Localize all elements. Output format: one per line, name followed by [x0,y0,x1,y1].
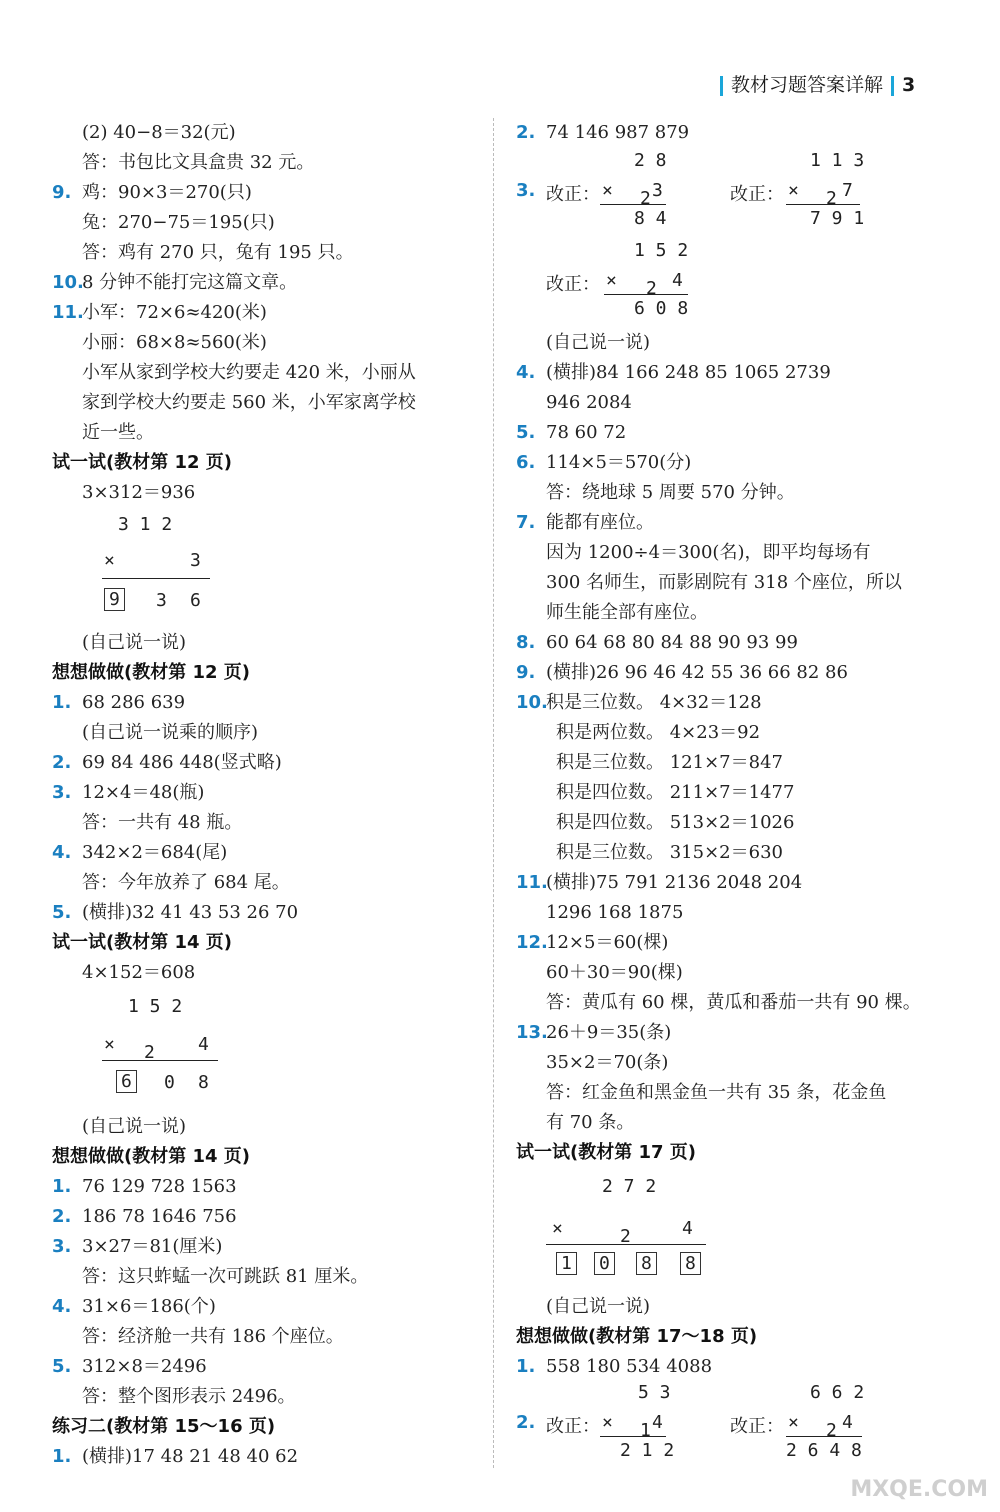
answer-line [52,838,482,868]
answer-line: (自己说一说) [82,632,187,653]
calc-res3: 8 [636,1252,657,1275]
answer-text: 68 286 639 [82,692,186,713]
calc-mul: × [104,1034,115,1055]
section-heading: 练习二(教材第 15～16 页) [52,1416,276,1437]
answer-line [516,688,966,718]
answer-text: 小军：72×6≈420(米) [82,302,267,323]
section-heading: 想想做做(教材第 17～18 页) [516,1326,758,1347]
calc-carry: 1 [640,1420,651,1441]
calc-top-2: 6 6 2 [810,1382,865,1403]
answer-text: 69 84 486 448(竖式略) [82,752,282,773]
answer-line: 兔：270−75＝195(只) [82,212,275,233]
answer-text: (横排)17 48 21 48 40 62 [82,1446,299,1467]
answer-line: 答：这只蚱蜢一次可跳跃 81 厘米。 [82,1266,369,1287]
calc-carry: 2 [646,278,657,299]
calc-result: 6 0 8 [634,298,689,319]
answer-line [516,118,966,148]
calc-right-2: 4 [842,1412,853,1433]
answer-text: 能都有座位。 [546,512,654,533]
answer-line [52,778,482,808]
item-number: 8. [516,632,536,653]
answer-line: 积是三位数。 121×7＝847 [556,752,783,773]
answer-line [52,1352,482,1382]
header-title: 教材习题答案详解 [731,74,884,96]
answer-text: 78 60 72 [546,422,627,443]
item-number: 4. [52,842,72,863]
calc-res2: 0 [594,1252,615,1275]
answer-line: 师生能全部有座位。 [546,602,708,623]
item-number: 6. [516,452,536,473]
answer-line [516,358,966,388]
correction-2 [516,1382,966,1466]
calc-carry-2: 2 [826,188,837,209]
column-divider [493,118,494,1468]
answer-line: 答：红金鱼和黑金鱼一共有 35 条，花金鱼 [546,1082,887,1103]
section-heading: 试一试(教材第 17 页) [516,1142,697,1163]
calc-mul: × [552,1218,563,1239]
section-heading: 想想做做(教材第 14 页) [52,1146,251,1167]
calc-top: 2 7 2 [602,1176,657,1197]
item-number: 2. [52,752,72,773]
right-block-c [516,1292,966,1382]
item-number: 5. [52,902,72,923]
answer-line: 答：经济舱一共有 186 个座位。 [82,1326,344,1347]
calc-carry: 2 [640,188,651,209]
answer-text: (横排)75 791 2136 2048 204 [546,872,803,893]
calc-carry: 2 [144,1042,155,1063]
answer-text: 312×8＝2496 [82,1356,207,1377]
item-number: 1. [52,1446,72,1467]
answer-text: 12×4＝48(瓶) [82,782,205,803]
answer-line: 300 名师生，而影剧院有 318 个座位，所以 [546,572,902,593]
answer-line [516,868,966,898]
calc-right: 4 [652,1412,663,1433]
answer-line: 有 70 条。 [546,1112,635,1133]
calc-res2: 0 [164,1072,175,1093]
page-number: 3 [902,74,916,96]
item-number: 2. [516,122,536,143]
right-block-a [516,118,966,148]
item-number: 3. [52,1236,72,1257]
answer-line [516,658,966,688]
answer-text: 558 180 534 4088 [546,1356,713,1377]
item-number: 4. [516,362,536,383]
answer-line [516,508,966,538]
calc-top: 1 5 2 [634,240,689,261]
item-number: 1. [52,1176,72,1197]
item-number: 7. [516,512,536,533]
answer-text: (横排)84 166 248 85 1065 2739 [546,362,831,383]
calc-carry: 2 [620,1226,631,1247]
calc-top: 1 5 2 [128,996,183,1017]
calc-936 [52,508,482,628]
item-number: 2. [52,1206,72,1227]
answer-line [52,1442,482,1472]
answer-line: (自己说一说) [546,332,651,353]
correction-3b [516,240,966,328]
calc-rule-2 [786,204,860,205]
calc-rule-2 [786,1436,862,1437]
calc-carry-2: 2 [826,1420,837,1441]
answer-line: 积是三位数。 315×2＝630 [556,842,783,863]
calc-res3: 6 [190,590,201,611]
answer-text: 积是三位数。 4×32＝128 [546,692,762,713]
page-header [712,70,915,97]
calc-result: 2 1 2 [620,1440,675,1461]
correction-3 [516,148,966,240]
calc-mul-2: × [788,180,799,201]
calc-rule [600,1436,666,1437]
calc-rule [546,1244,706,1245]
calc-rule [600,204,666,205]
header-bar [720,76,723,96]
answer-line: 946 2084 [546,392,632,413]
calc-rule [102,1060,218,1061]
answer-text: 8 分钟不能打完这篇文章。 [82,272,298,293]
calc-top: 5 3 [638,1382,671,1403]
answer-line: 35×2＝70(条) [546,1052,669,1073]
calc-608 [52,988,482,1112]
left-block-b [52,628,482,988]
calc-top: 3 1 2 [118,514,173,535]
correction-label: 改正： [546,184,600,205]
answer-line [52,898,482,928]
answer-line: 4×152＝608 [82,962,196,983]
calc-res2: 3 [156,590,167,611]
answer-line: 积是两位数。 4×23＝92 [556,722,761,743]
answer-line: 积是四位数。 211×7＝1477 [556,782,795,803]
answer-line: 小丽：68×8≈560(米) [82,332,267,353]
calc-res1: 6 [116,1070,137,1093]
calc-1088 [516,1168,966,1292]
answer-line [52,688,482,718]
answer-line: 答：鸡有 270 只，兔有 195 只。 [82,242,354,263]
calc-mul: × [602,180,613,201]
calc-rule [604,294,688,295]
answer-line [52,748,482,778]
answer-line: (自己说一说) [546,1296,651,1317]
correction-label: 改正： [546,1416,600,1437]
answer-line [516,628,966,658]
calc-right-2: 7 [842,180,853,201]
calc-res1: 1 [556,1252,577,1275]
answer-line: (2) 40−8＝32(元) [82,122,236,143]
calc-right: 4 [682,1218,693,1239]
answer-text: (横排)32 41 43 53 26 70 [82,902,299,923]
answer-line: 答：整个图形表示 2496。 [82,1386,296,1407]
answer-line: (自己说一说) [82,1116,187,1137]
answer-line: (自己说一说乘的顺序) [82,722,259,743]
answer-line [52,268,482,298]
calc-res4: 8 [680,1252,701,1275]
answer-line: 答：今年放养了 684 尾。 [82,872,290,893]
answer-line: 1296 168 1875 [546,902,684,923]
item-number: 10. [52,272,84,293]
answer-text: 186 78 1646 756 [82,1206,237,1227]
answer-line: 答：绕地球 5 周要 570 分钟。 [546,482,795,503]
correction-label: 改正： [546,274,600,295]
calc-right: 3 [652,180,663,201]
answer-line: 答：书包比文具盒贵 32 元。 [82,152,315,173]
answer-line [52,1202,482,1232]
answer-text: 3×27＝81(厘米) [82,1236,223,1257]
item-number: 11. [52,302,84,323]
right-column [516,118,966,1466]
calc-res3: 8 [198,1072,209,1093]
item-number: 12. [516,932,548,953]
answer-line [52,1232,482,1262]
answer-text: 鸡：90×3＝270(只) [82,182,252,203]
item-number: 3. [52,782,72,803]
item-number: 1. [516,1356,536,1377]
calc-result-2: 7 9 1 [810,208,865,229]
item-number: 11. [516,872,548,893]
left-block-a [52,118,482,508]
left-block-c [52,1112,482,1472]
answer-line: 答：黄瓜有 60 棵，黄瓜和番茄一共有 90 棵。 [546,992,921,1013]
item-number: 3. [516,180,536,201]
answer-text: 342×2＝684(尾) [82,842,228,863]
section-heading: 想想做做(教材第 12 页) [52,662,251,683]
answer-line [52,298,482,328]
answer-text: (横排)26 96 46 42 55 36 66 82 86 [546,662,848,683]
item-number: 4. [52,1296,72,1317]
section-heading: 试一试(教材第 14 页) [52,932,233,953]
calc-rule [102,578,210,579]
answer-line [516,418,966,448]
calc-mul: × [104,550,115,571]
answer-text: 114×5＝570(分) [546,452,692,473]
answer-line [52,1292,482,1322]
calc-right: 3 [190,550,201,571]
answer-line [516,448,966,478]
answer-text: 31×6＝186(个) [82,1296,216,1317]
answer-line: 60＋30＝90(棵) [546,962,683,983]
header-bar-2 [891,76,894,96]
answer-text: 60 64 68 80 84 88 90 93 99 [546,632,798,653]
calc-top-2: 1 1 3 [810,150,865,171]
answer-line: 近一些。 [82,422,154,443]
calc-right: 4 [198,1034,209,1055]
calc-mul-2: × [788,1412,799,1433]
calc-result: 8 4 [634,208,667,229]
correction-label-2: 改正： [730,1416,784,1437]
answer-line [516,1352,966,1382]
item-number: 1. [52,692,72,713]
right-block-b [516,328,966,1168]
left-column [52,118,482,1472]
answer-line: 答：一共有 48 瓶。 [82,812,243,833]
answer-line [52,178,482,208]
answer-text: 12×5＝60(棵) [546,932,669,953]
item-number: 9. [516,662,536,683]
calc-top: 2 8 [634,150,667,171]
calc-mul: × [606,270,617,291]
answer-line [516,1018,966,1048]
answer-line [52,1172,482,1202]
item-number: 13. [516,1022,548,1043]
item-number: 5. [52,1356,72,1377]
item-number: 5. [516,422,536,443]
item-number: 9. [52,182,72,203]
answer-text: 74 146 987 879 [546,122,690,143]
correction-label-2: 改正： [730,184,784,205]
answer-text: 76 129 728 1563 [82,1176,237,1197]
item-number: 10. [516,692,548,713]
section-heading: 试一试(教材第 12 页) [52,452,233,473]
answer-text: 26＋9＝35(条) [546,1022,672,1043]
answer-line: 小军从家到学校大约要走 420 米，小丽从 [82,362,416,383]
answer-line: 因为 1200÷4＝300(名)，即平均每场有 [546,542,871,563]
calc-right: 4 [672,270,683,291]
calc-res1: 9 [104,588,125,611]
calc-result-2: 2 6 4 8 [786,1440,862,1461]
answer-line [516,928,966,958]
answer-line: 积是四位数。 513×2＝1026 [556,812,795,833]
answer-line: 家到学校大约要走 560 米，小军家离学校 [82,392,416,413]
watermark: MXQE.COM [850,1477,988,1502]
answer-line: 3×312＝936 [82,482,196,503]
calc-mul: × [602,1412,613,1433]
item-number: 2. [516,1412,536,1433]
